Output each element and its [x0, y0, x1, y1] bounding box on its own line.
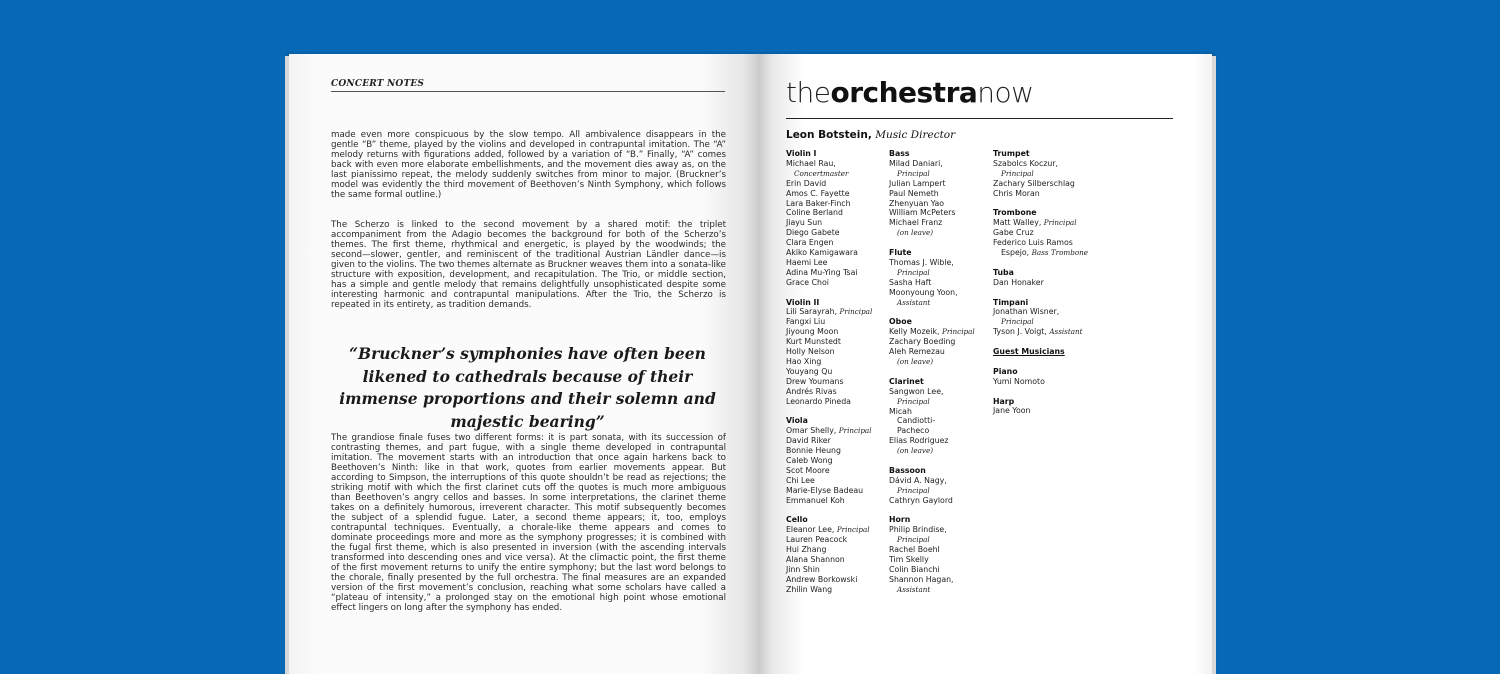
member-name	[786, 535, 872, 545]
member-name-text: Cathryn Gaylord	[889, 495, 953, 505]
member-name	[993, 228, 1088, 238]
member-name-text: Micah	[889, 406, 912, 416]
member-name	[993, 248, 1088, 258]
member-name	[786, 337, 872, 347]
member-name	[786, 397, 872, 407]
member-name-text: Grace Choi	[786, 277, 829, 287]
roster-column	[889, 149, 975, 605]
member-name-text: Chi Lee	[786, 475, 815, 485]
member-name-text: Federico Luis Ramos	[993, 238, 1073, 248]
member-name-text: Jiyoung Moon	[786, 327, 839, 337]
member-role: Principal	[1043, 218, 1077, 228]
section-heading: Violin I	[786, 149, 817, 158]
roster-section	[786, 515, 872, 594]
member-name-text: Zhenyuan Yao	[889, 198, 945, 208]
roster-section	[993, 347, 1088, 357]
member-note: Principal	[1001, 317, 1034, 327]
member-name	[786, 426, 872, 436]
section-heading: Oboe	[889, 317, 912, 327]
section-heading: Trumpet	[993, 149, 1030, 158]
member-name	[786, 496, 872, 506]
member-name	[786, 278, 872, 288]
orchestra-logo: theorchestranow	[786, 76, 1034, 109]
member-name-text: Dan Honaker	[993, 277, 1044, 287]
member-name-text: Aleh Remezau	[889, 347, 945, 357]
member-name	[786, 357, 872, 367]
body-paragraph: made even more conspicuous by the slow tempo. All ambivalence disappears in the gentle “B” theme, played by the violins and developed in contrapuntal imitation. The “A” melody returns with figurations added, followed by a variation of “B.” Finally, “A” comes back with even more elaborate embellishments, and the movement dies away as, on the last pianissimo repeat, the melody suddenly switches from minor to major. (Bruckner’s model was evidently the third movement of Beethoven’s Ninth Symphony, which follows the same formal outline.)	[331, 130, 726, 200]
roster-section	[889, 248, 975, 307]
roster-section	[993, 298, 1088, 338]
member-name	[993, 238, 1088, 248]
member-name-text: Philip Brindise,	[889, 525, 947, 535]
member-name-text: Rachel Boehl	[889, 545, 940, 555]
member-name	[993, 159, 1088, 169]
member-name	[889, 189, 975, 199]
member-name-text: Michael Franz	[889, 218, 943, 228]
section-heading: Piano	[993, 366, 1018, 376]
member-name	[786, 268, 872, 278]
member-name	[786, 367, 872, 377]
member-name	[889, 575, 975, 585]
roster-section	[889, 149, 975, 238]
member-role: Assistant	[1049, 327, 1083, 337]
member-name	[993, 327, 1088, 337]
member-name-text: Zhilin Wang	[786, 584, 833, 594]
member-name-text: Kurt Munstedt	[786, 337, 841, 347]
member-name	[993, 218, 1088, 228]
member-name	[786, 248, 872, 258]
member-name	[786, 307, 872, 317]
member-name	[786, 565, 872, 575]
member-name-text: Colin Bianchi	[889, 564, 940, 574]
member-name-text: Adina Mu-Ying Tsai	[786, 267, 858, 277]
member-role: Principal	[836, 525, 870, 535]
section-heading: Tuba	[993, 267, 1014, 277]
member-name	[993, 179, 1088, 189]
member-note: Principal	[897, 485, 930, 495]
roster-section	[993, 268, 1088, 288]
program-booklet	[289, 54, 1212, 674]
member-name-text: Lara Baker-Finch	[786, 198, 851, 208]
member-name-text: Yumi Nomoto	[993, 376, 1045, 386]
member-name-text: Leonardo Pineda	[786, 396, 851, 406]
member-name	[786, 476, 872, 486]
member-name-text: Andrew Borkowski	[786, 574, 858, 584]
member-name-text: Scot Moore	[786, 465, 830, 475]
member-note: Principal	[1001, 168, 1034, 178]
music-director	[786, 129, 955, 141]
roster-section	[889, 466, 975, 506]
member-name	[786, 317, 872, 327]
member-name	[889, 387, 975, 397]
section-heading: Cello	[786, 515, 808, 525]
body-paragraph: The Scherzo is linked to the second movement by a shared motif: the triplet accompaniment from the Adagio becomes the background for both of the Scherzo’s themes. The first theme, rhythmical and energetic, is played by the woodwinds; the second—slower, gentler, and reminiscent of the traditional Austrian Ländler dance—is given to the violins. The two themes alternate as Bruckner weaves them into a sonata-like structure with exposition, development, and recapitulation. The Trio, or middle section, has a simple and gentle melody that remains delightfully unsophisticated despite some interesting harmonic and contrapuntal manipulations. After the Trio, the Scherzo is repeated in its entirety, as tradition demands.	[331, 220, 726, 310]
member-note: (on leave)	[897, 357, 934, 366]
member-name-text: Sasha Haft	[889, 277, 932, 287]
roster-section	[993, 367, 1088, 387]
member-name	[786, 228, 872, 238]
member-note: Assistant	[897, 584, 931, 594]
member-name-text: Zachary Silberschlag	[993, 178, 1075, 188]
member-name-text: Kelly Mozeik,	[889, 327, 940, 337]
member-name-text: Lauren Peacock	[786, 535, 848, 545]
body-paragraph: The grandiose finale fuses two different forms: it is part sonata, with its succession of contrasting themes, and part fugue, with a single theme developed in contrapuntal imitation. The movement starts with an introduction that once again harkens back to Beethoven’s Ninth: like in that work, quotes from earlier movements appear. But according to Simpson, the interruptions of this quote shouldn’t be read as rejections; the striking motif with which the first clarinet cuts off the quotes is much more ambiguous than Beethoven’s angry cellos and basses. In some interpretations, the clarinet theme takes on a definitely humorous, irreverent character. This motif subsequently becomes the subject of a splendid fugue. Later, a second theme appears; it, too, employs contrapuntal techniques. Eventually, a chorale-like theme appears and comes to dominate proceedings more and more as the symphony progresses; it is combined with the fugal first theme, which is also presented in inversion (with the ascending intervals transformed into descending ones and vice versa). At the climactic point, the first theme of the first movement returns to unify the entire symphony; but the last word belongs to the chorale, finally presented by the full orchestra. The final measures are an expanded version of the first movement’s conclusion, reaching what some scholars have called a “plateau of intensity,” a prolonged stay on the emotional high point whose emotional effect lingers on long after the symphony has ended.	[331, 433, 726, 613]
roster-section	[786, 149, 872, 288]
member-name-text: Paul Nemeth	[889, 188, 939, 198]
member-name-text: Sangwon Lee,	[889, 386, 944, 396]
section-heading: Guest Musicians	[993, 347, 1065, 357]
member-name-text: Matt Walley,	[993, 218, 1042, 228]
roster-section	[889, 377, 975, 456]
roster-column	[786, 149, 872, 605]
roster-section	[786, 298, 872, 407]
member-name-text: Diego Gabete	[786, 228, 840, 238]
member-name-text: Marie-Elyse Badeau	[786, 485, 864, 495]
member-name-text: Lili Sarayrah,	[786, 307, 838, 317]
member-name	[993, 307, 1088, 317]
member-name	[786, 545, 872, 555]
member-name-text: Emmanuel Koh	[786, 495, 845, 505]
member-role: Principal	[839, 307, 873, 317]
member-note: Principal	[897, 396, 930, 406]
member-note: (on leave)	[897, 446, 934, 456]
roster-section	[889, 515, 975, 594]
member-name	[786, 159, 872, 169]
member-name-text: Caleb Wong	[786, 456, 833, 466]
section-heading: Flute	[889, 248, 912, 258]
member-name	[786, 466, 872, 476]
roster-section	[993, 208, 1088, 258]
director-role: Music Director	[875, 129, 956, 141]
member-name	[889, 218, 975, 228]
section-heading: Bassoon	[889, 465, 926, 475]
member-name-text: Erin David	[786, 178, 827, 188]
roster-section	[993, 397, 1088, 417]
member-name-text: Fangxi Liu	[786, 317, 826, 327]
member-note: (on leave)	[897, 228, 934, 238]
member-name-text: Moonyoung Yoon,	[889, 287, 958, 297]
section-heading: Viola	[786, 416, 808, 426]
section-heading: Violin II	[786, 297, 820, 307]
member-name	[786, 436, 872, 446]
member-name	[889, 288, 975, 298]
member-name	[889, 199, 975, 209]
page-edge	[1212, 56, 1216, 674]
member-name-text: Tyson J. Voigt,	[993, 327, 1047, 337]
member-name-text: Drew Youmans	[786, 376, 844, 386]
member-note: Principal	[897, 168, 930, 178]
roster-column	[993, 149, 1088, 426]
member-name	[889, 565, 975, 575]
member-role: Bass Trombone	[1031, 248, 1089, 258]
member-name	[889, 436, 975, 446]
member-note: Principal	[897, 267, 930, 277]
member-name	[786, 555, 872, 565]
member-note: Concertmaster	[794, 168, 849, 178]
member-name-text: Shannon Hagan,	[889, 574, 954, 584]
member-name-text: Dávid A. Nagy,	[889, 475, 947, 485]
member-name	[786, 199, 872, 209]
roster-section	[889, 317, 975, 367]
member-name	[786, 179, 872, 189]
member-name	[889, 555, 975, 565]
logo-divider	[786, 118, 1173, 119]
member-name-text: Espejo,	[1001, 248, 1030, 258]
roster-section	[993, 149, 1088, 199]
running-head: CONCERT NOTES	[331, 79, 725, 92]
member-name-text: Thomas J. Wible,	[889, 257, 954, 267]
member-name	[786, 208, 872, 218]
page-edge	[285, 56, 289, 674]
member-name	[786, 218, 872, 228]
member-note: Candiotti-	[897, 416, 936, 426]
member-note: Principal	[897, 535, 930, 545]
member-name-text: Bonnie Heung	[786, 446, 841, 456]
member-name	[889, 159, 975, 169]
member-name-text: Hao Xing	[786, 357, 822, 367]
left-page	[289, 54, 758, 674]
member-role: Principal	[838, 426, 872, 436]
member-name-text: Omar Shelly,	[786, 426, 837, 436]
member-name-text: Jane Yoon	[993, 406, 1031, 416]
member-name-text: Hui Zhang	[786, 545, 827, 555]
member-name	[889, 407, 975, 417]
member-name	[786, 387, 872, 397]
member-name-text: Zachary Boeding	[889, 337, 956, 347]
member-name	[889, 476, 975, 486]
member-name	[993, 278, 1088, 288]
section-heading: Bass	[889, 149, 910, 158]
section-heading: Horn	[889, 515, 911, 525]
member-name	[786, 238, 872, 248]
member-name	[786, 347, 872, 357]
member-name	[786, 575, 872, 585]
member-name-text: Amos C. Fayette	[786, 188, 850, 198]
member-name-text: Akiko Kamigawara	[786, 248, 858, 258]
member-name	[786, 585, 872, 595]
member-name	[786, 446, 872, 456]
member-name	[786, 486, 872, 496]
member-note: Pacheco	[897, 426, 930, 436]
member-name	[889, 258, 975, 268]
member-name-text: Chris Moran	[993, 188, 1040, 198]
member-name	[889, 545, 975, 555]
member-name-text: Haemi Lee	[786, 257, 828, 267]
member-name-text: Andrés Rivas	[786, 386, 837, 396]
section-heading: Timpani	[993, 297, 1029, 307]
member-name	[889, 278, 975, 288]
member-name	[786, 189, 872, 199]
member-name	[993, 377, 1088, 387]
member-name	[889, 179, 975, 189]
section-heading: Clarinet	[889, 376, 924, 386]
member-name-text: Holly Nelson	[786, 347, 835, 357]
member-name-text: William McPeters	[889, 208, 956, 218]
member-name	[889, 208, 975, 218]
member-name-text: David Riker	[786, 436, 831, 446]
member-name-text: Clara Engen	[786, 238, 834, 248]
section-heading: Harp	[993, 396, 1015, 406]
member-name-text: Youyang Qu	[786, 366, 833, 376]
member-name	[786, 258, 872, 268]
member-name-text: Elias Rodriguez	[889, 436, 949, 446]
member-name	[889, 496, 975, 506]
member-name-text: Tim Skelly	[889, 555, 929, 565]
member-name-text: Alana Shannon	[786, 555, 845, 565]
member-name	[889, 347, 975, 357]
member-name-text: Michael Rau,	[786, 158, 836, 168]
section-heading: Trombone	[993, 208, 1037, 218]
member-name-text: Coline Berland	[786, 208, 843, 218]
member-name-text: Milad Daniari,	[889, 158, 943, 168]
member-name	[993, 406, 1088, 416]
member-name	[786, 456, 872, 466]
member-name	[889, 337, 975, 347]
member-name	[889, 327, 975, 337]
member-note: Assistant	[897, 297, 931, 307]
member-name	[786, 327, 872, 337]
member-role: Principal	[941, 327, 975, 337]
member-name	[993, 189, 1088, 199]
member-name	[786, 377, 872, 387]
member-name	[889, 525, 975, 535]
member-name-text: Gabe Cruz	[993, 228, 1034, 238]
member-name-text: Jonathan Wisner,	[993, 307, 1060, 317]
right-page	[758, 54, 1212, 674]
member-name-text: Eleanor Lee,	[786, 525, 835, 535]
pull-quote: “Bruckner’s symphonies have often been likened to cathedrals because of their immense proportions and their solemn and majestic bearing”	[339, 344, 716, 431]
member-name	[786, 525, 872, 535]
member-name-text: Julian Lampert	[889, 178, 946, 188]
member-name-text: Jinn Shin	[786, 565, 820, 575]
director-name: Leon Botstein,	[786, 129, 872, 141]
member-name-text: Szabolcs Koczur,	[993, 158, 1059, 168]
member-name-text: Jiayu Sun	[786, 218, 823, 228]
roster-section	[786, 416, 872, 505]
